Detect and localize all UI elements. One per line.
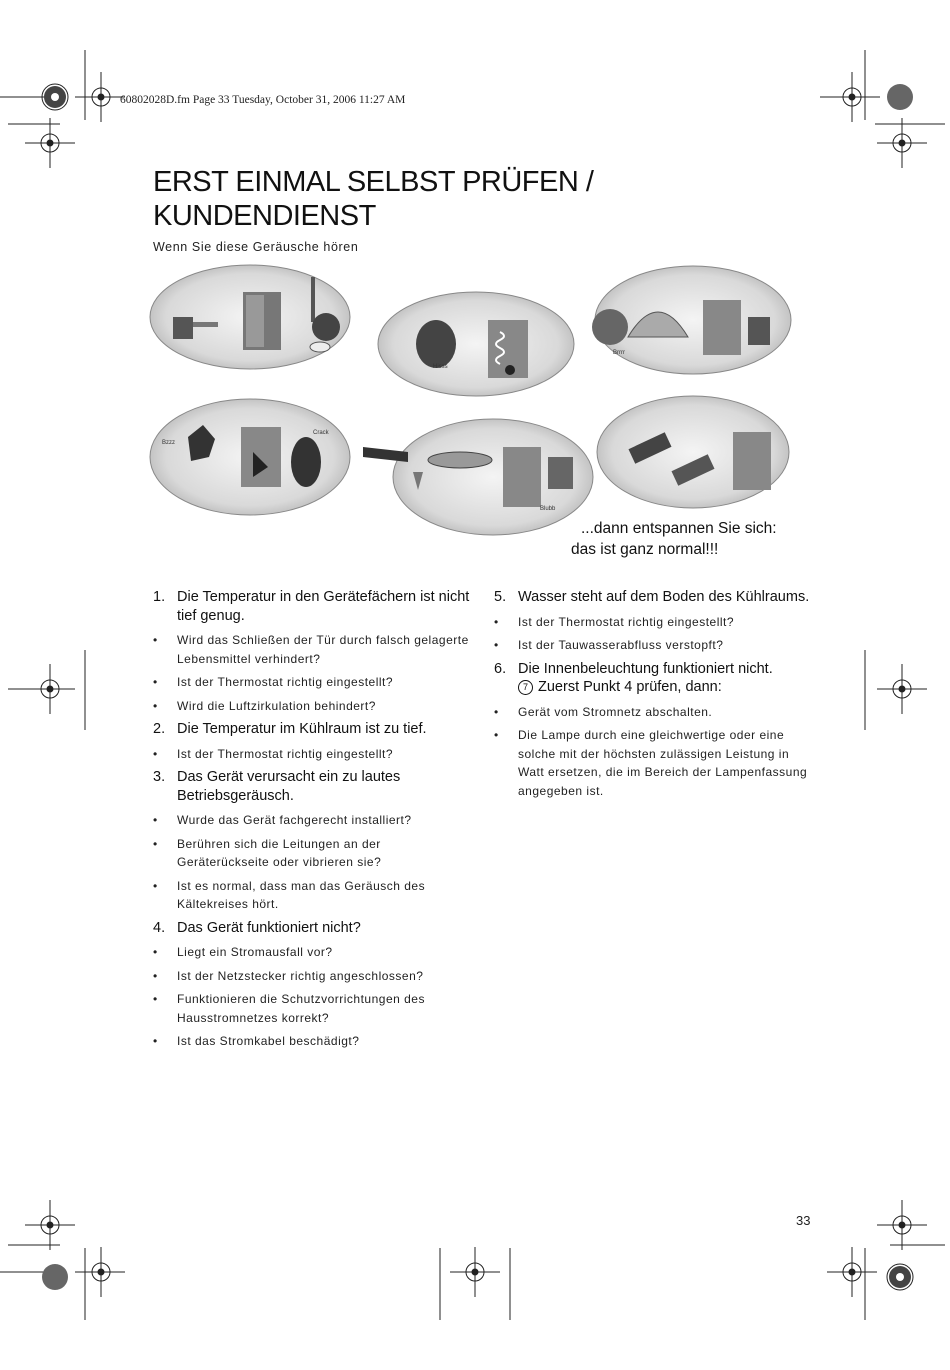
bullet-icon: •: [153, 633, 158, 647]
label-hisss: Hisss: [433, 364, 448, 370]
bullet-icon: •: [153, 675, 158, 689]
list-item: • Ist es normal, dass man das Geräusch des Kältekreises hört.: [153, 877, 473, 914]
check-item-3: [153, 768, 473, 805]
list-item: • Gerät vom Stromnetz abschalten.: [494, 703, 814, 722]
noise-illustration: [148, 262, 798, 547]
label-blubb: Blubb: [540, 506, 556, 512]
label-bzzz: Bzzz: [162, 440, 176, 446]
item-text: Das Gerät funktioniert nicht?: [177, 919, 361, 936]
bullet-icon: •: [153, 746, 158, 761]
check-item-5: [494, 588, 814, 607]
item-text: Wasser steht auf dem Boden des Kühlraums.: [518, 589, 810, 605]
item-text: Die Temperatur in den Gerätefächern ist nicht tief genug.: [177, 589, 470, 624]
list-item: • Ist der Thermostat richtig eingestellt?: [153, 673, 473, 692]
label-crack: Crack: [313, 430, 329, 436]
item-number: 3.: [153, 769, 166, 785]
page-title: [153, 165, 753, 233]
label-brrr: Brrrr: [613, 350, 625, 356]
list-item: • Wird die Luftzirkulation behindert?: [153, 697, 473, 716]
list-item: • Liegt ein Stromausfall vor?: [153, 943, 473, 962]
list-item: • Ist der Netzstecker richtig angeschlossen?: [153, 967, 473, 986]
item-text: Die Temperatur im Kühlraum ist zu tief.: [177, 721, 427, 737]
bullet-icon: •: [153, 992, 158, 1006]
bullet-icon: •: [153, 968, 158, 983]
list-item: • Wird das Schließen der Tür durch falsch gelagerte Lebensmittel verhindert?: [153, 631, 473, 668]
list-item: • Ist der Tauwasserabfluss verstopft?: [494, 636, 814, 655]
figure-ref-icon: 7: [518, 680, 533, 695]
left-column: [153, 588, 473, 1056]
bullet-icon: •: [494, 704, 499, 719]
check-item-6: [494, 660, 814, 697]
bullet-icon: •: [153, 878, 158, 893]
page-number: 33: [796, 1213, 811, 1228]
item-number: 2.: [153, 721, 166, 737]
list-item: • Ist der Thermostat richtig eingestellt?: [153, 745, 473, 764]
check-item-1: [153, 588, 473, 625]
bullet-icon: •: [153, 813, 158, 827]
list-item: • Ist das Stromkabel beschädigt?: [153, 1032, 473, 1051]
list-item: • Die Lampe durch eine gleichwertige oder eine solche mit der höchsten zulässigen Leistung in Watt ersetzen, die im Bereich der Lampenfassung angegeben ist.: [494, 726, 814, 800]
caption-line1: ...dann entspannen Sie sich:: [581, 520, 777, 537]
page-title-line1: ERST EINMAL SELBST PRÜFEN /: [153, 166, 594, 198]
check-item-2: [153, 720, 473, 739]
item-number: 1.: [153, 589, 166, 605]
list-item: • Funktionieren die Schutzvorrichtungen des Hausstromnetzes korrekt?: [153, 990, 473, 1027]
bullet-icon: •: [153, 836, 158, 851]
item-number: 4.: [153, 919, 166, 936]
item-text: Das Gerät verursacht ein zu lautes Betriebsgeräusch.: [177, 769, 401, 804]
item-number: 6.: [494, 660, 507, 677]
list-item: • Wurde das Gerät fachgerecht installiert?: [153, 811, 473, 830]
subtitle: Wenn Sie diese Geräusche hören: [153, 240, 359, 254]
bullet-icon: •: [494, 728, 499, 742]
bullet-icon: •: [153, 698, 158, 713]
file-header: 60802028D.fm Page 33 Tuesday, October 31, 2006 11:27 AM: [120, 94, 406, 106]
list-item: • Berühren sich die Leitungen an der Geräterückseite oder vibrieren sie?: [153, 835, 473, 872]
bullet-icon: •: [153, 945, 158, 959]
bullet-icon: •: [153, 1034, 158, 1048]
right-column: [494, 588, 814, 805]
caption: [571, 518, 777, 560]
item-text: Die Innenbeleuchtung funktioniert nicht. 7 Zuerst Punkt 4 prüfen, dann:: [518, 660, 773, 695]
bullet-icon: •: [494, 614, 499, 629]
page-title-line2: KUNDENDIENST: [153, 200, 376, 232]
item-number: 5.: [494, 589, 507, 605]
check-item-4: [153, 919, 473, 938]
list-item: • Ist der Thermostat richtig eingestellt?: [494, 613, 814, 632]
bullet-icon: •: [494, 638, 499, 652]
caption-line2: das ist ganz normal!!!: [571, 541, 719, 558]
